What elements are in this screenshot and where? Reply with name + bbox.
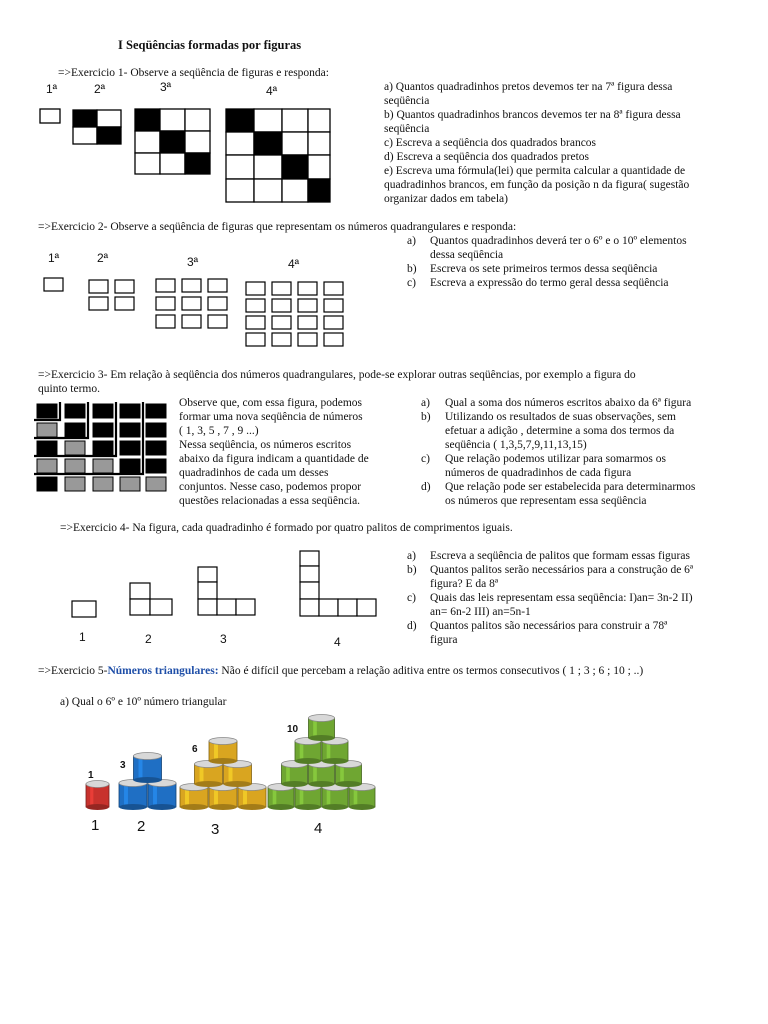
ex1-q-line: seqüência [384,95,430,107]
ex1-label-3: 3ª [160,80,172,94]
ex1-heading: =>Exercicio 1- Observe a seqüência de figuras e responda: [58,67,329,79]
ex2-label-1: 1ª [48,251,60,265]
can [238,784,266,811]
can [268,784,294,811]
ex5-heading-highlight: Números triangulares: [107,665,219,677]
ex5-question: a) Qual o 6º e 10º número triangular [60,696,227,708]
can [209,784,237,811]
ex1-q-line: quadradinhos brancos, em função da posição n da figura( sugestão [384,179,690,191]
ex4-label-4: 4 [334,635,341,649]
ex5-big-label-2: 2 [137,818,146,835]
ex5-big-label-4: 4 [314,820,323,837]
ex5-small-label-6: 6 [192,744,198,755]
ex3-observe-line: ( 1, 3, 5 , 7 , 9 ...) [179,425,259,437]
ex1-label-4: 4ª [266,84,278,98]
ex4-q-letter: d) [407,620,417,632]
can [148,780,176,811]
ex4-q-text: Escreva a seqüência de palitos que formam essas figuras [430,550,690,562]
ex3-observe-line: conjuntos. Nesse caso, podemos propor [179,481,362,493]
ex4-label-1: 1 [79,630,86,644]
ex3-q-letter: c) [421,453,430,465]
ex2-q-text: Quantos quadradinhos deverá ter o 6º e o 10º elementos [430,235,687,247]
ex3-heading-line1: =>Exercicio 3- Em relação à seqüência dos números quadrangulares, pode-se explorar outras seqüências, por exemplo a figura do [38,369,636,381]
ex4-q-text: figura [430,634,458,646]
ex5-big-label-1: 1 [91,817,100,834]
ex2-q-letter: c) [407,277,416,289]
ex4-q-letter: b) [407,564,417,576]
ex4-label-3: 3 [220,632,227,646]
ex4-q-text: an= 6n-2 III) an=5n-1 [430,606,531,618]
ex2-q-text: Escreva a expressão do termo geral dessa seqüência [430,277,669,289]
ex3-observe-line: Observe que, com essa figura, podemos [179,397,362,409]
can [282,761,308,788]
ex2-q-text: Escreva os sete primeiros termos dessa seqüência [430,263,658,275]
ex3-q-letter: d) [421,481,431,493]
ex4-q-text: Quantos palitos são necessários para construir a 78ª [430,620,668,632]
can [134,753,162,784]
can [336,761,362,788]
can [86,781,109,811]
ex3-q-text: Que relação podemos utilizar para somarmos os [445,453,666,465]
ex4-heading: =>Exercicio 4- Na figura, cada quadradinho é formado por quatro palitos de comprimentos iguais. [60,522,513,534]
can [309,715,335,742]
ex3-heading-line2: quinto termo. [38,383,100,395]
ex3-observe-line: Nessa seqüência, os números escritos [179,439,352,451]
can [309,761,335,788]
ex4-q-letter: a) [407,550,416,562]
can [295,738,321,765]
ex5-heading-rest: Não é difícil que percebam a relação aditiva entre os termos consecutivos ( 1 ; 3 ; 6 ; 10 ; ..) [218,665,644,677]
ex5-small-label-3: 3 [120,760,126,771]
ex1-label-2: 2ª [94,82,106,96]
can [322,738,348,765]
ex3-q-text: os números que representam essa seqüência [445,495,647,507]
ex2-label-4: 4ª [288,257,300,271]
ex3-observe-line: formar uma nova seqüência de números [179,411,363,423]
ex1-q-line: b) Quantos quadradinhos brancos devemos ter na 8ª figura dessa [384,109,681,121]
ex4-q-text: Quais das leis representam essa seqüência: I)an= 3n-2 II) [430,592,693,604]
can [195,761,223,788]
ex3-observe-line: abaixo da figura indicam a quantidade de [179,453,369,465]
ex3-q-text: Que relação pode ser estabelecida para determinarmos [445,481,696,493]
can [119,780,147,811]
ex2-q-text: dessa seqüência [430,249,504,261]
ex5-heading-prefix: =>Exercicio 5- [38,665,108,677]
ex1-q-line: seqüência [384,123,430,135]
ex2-q-letter: b) [407,263,417,275]
ex3-q-letter: b) [421,411,431,423]
ex1-q-line: d) Escreva a seqüência dos quadrados pretos [384,151,590,163]
ex3-observe-line: quadradinhos de cada um desses [179,467,329,479]
ex4-q-letter: c) [407,592,416,604]
ex3-observe-line: questões relacionadas a essa seqüência. [179,495,361,507]
ex4-q-text: Quantos palitos serão necessários para a construção de 6ª [430,564,694,576]
can [295,784,321,811]
ex4-label-2: 2 [145,632,152,646]
ex4-q-text: figura? E da 8ª [430,578,498,590]
ex2-label-3: 3ª [187,255,199,269]
ex3-q-letter: a) [421,397,430,409]
ex5-big-label-3: 3 [211,821,220,838]
ex2-heading: =>Exercicio 2- Observe a seqüência de figuras que representam os números quadrangulares e responda: [38,221,517,233]
can [209,738,237,765]
ex2-q-letter: a) [407,235,416,247]
ex5-small-label-10: 10 [287,724,299,735]
ex1-q-line: c) Escreva a seqüência dos quadrados brancos [384,137,597,149]
can [322,784,348,811]
can [349,784,375,811]
ex3-q-text: efetuar a adição , determine a soma dos termos da [445,425,675,437]
ex1-label-1: 1ª [46,82,58,96]
can [224,761,252,788]
ex1-q-line: e) Escreva uma fórmula(lei) que permita calcular a quantidade de [384,165,686,177]
ex3-q-text: seqüência ( 1,3,5,7,9,11,13,15) [445,439,587,451]
ex3-q-text: Qual a soma dos números escritos abaixo da 6ª figura [445,397,692,409]
ex1-q-line: a) Quantos quadradinhos pretos devemos ter na 7ª figura dessa [384,81,673,93]
ex5-small-label-1: 1 [88,770,94,781]
can [180,784,208,811]
ex3-q-text: Utilizando os resultados de suas observações, sem [445,411,676,423]
ex1-q-line: organizar dados em tabela) [384,193,508,205]
ex3-q-text: números de quadradinhos de cada figura [445,467,632,479]
page-title: I Seqüências formadas por figuras [118,38,302,52]
ex2-label-2: 2ª [97,251,109,265]
